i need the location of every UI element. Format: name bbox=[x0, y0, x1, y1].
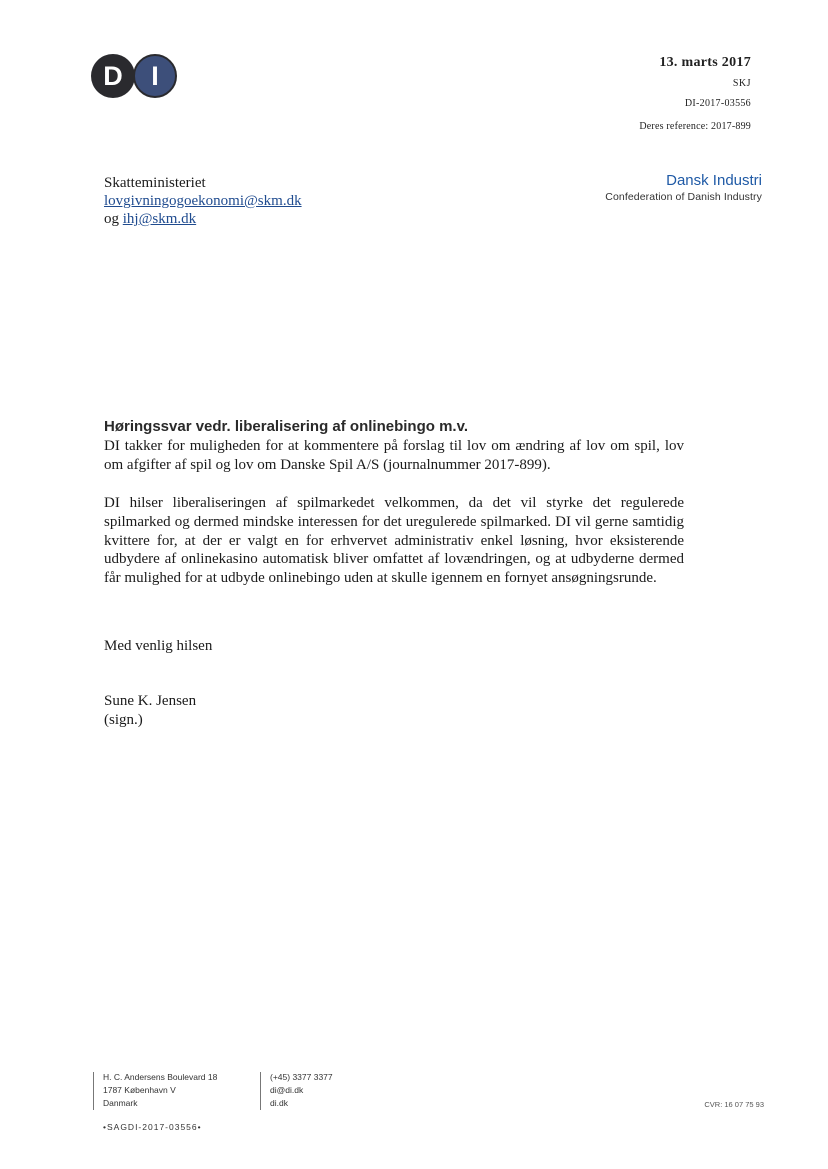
footer-divider-1 bbox=[93, 1072, 94, 1110]
closing: Med venlig hilsen bbox=[104, 638, 213, 654]
footer-cvr: CVR: 16 07 75 93 bbox=[704, 1100, 764, 1109]
footer-email[interactable]: di@di.dk bbox=[270, 1085, 304, 1095]
footer-phone: (+45) 3377 3377 bbox=[270, 1072, 333, 1082]
paragraph-2: DI hilser liberaliseringen af spilmarkedet velkommen, da det vil styrke det regulerede spilmarked og dermed mindske interessen for det uregulerede spilmarked. DI vil gerne samtidig kvittere for, at der er valgt en for erhvervet administrativ enkel løsning, hvor eksisterende udbydere af onlinekasino automatisk bliver omfattet af lovændringen, og at udbyderne dermed får mulighed for at udbyde onlinebingo uden at skulle igennem en fornyet ansøgningsrunde. bbox=[104, 495, 684, 587]
footer-address-line-2: 1787 København V bbox=[103, 1085, 176, 1095]
paragraph-1: DI takker for muligheden for at kommentere på forslag til lov om ændring af lov om spil, lov om afgifter af spil og lov om Danske Spil A/S (journalnummer 2017-899). bbox=[104, 438, 684, 473]
signer-name: Sune K. Jensen bbox=[104, 693, 197, 709]
recipient-name: Skatteministeriet bbox=[104, 175, 206, 191]
signature-block bbox=[104, 692, 196, 729]
recipient-email-1[interactable]: lovgivningogoekonomi@skm.dk bbox=[104, 193, 302, 209]
signed-note: (sign.) bbox=[104, 711, 143, 728]
recipient-og: og bbox=[104, 211, 119, 227]
your-reference: Deres reference: 2017-899 bbox=[639, 121, 751, 132]
org-block bbox=[605, 172, 762, 203]
footer-address-line-3: Danmark bbox=[103, 1098, 138, 1108]
logo-letter-d: D bbox=[91, 54, 135, 98]
org-subtitle: Confederation of Danish Industry bbox=[605, 191, 762, 203]
recipient-block bbox=[104, 174, 302, 228]
document-barcode: •SAGDI-2017-03556• bbox=[103, 1122, 202, 1132]
letter-date: 13. marts 2017 bbox=[659, 55, 751, 70]
document-reference: DI-2017-03556 bbox=[684, 98, 751, 109]
author-initials: SKJ bbox=[732, 78, 751, 89]
recipient-email-2[interactable]: ihj@skm.dk bbox=[122, 211, 197, 227]
letter-subject: Høringssvar vedr. liberalisering af onlinebingo m.v. bbox=[104, 418, 468, 435]
di-logo bbox=[91, 54, 179, 98]
org-name: Dansk Industri bbox=[666, 172, 762, 189]
footer-website[interactable]: di.dk bbox=[270, 1098, 288, 1108]
footer-contact bbox=[270, 1071, 333, 1110]
logo-letter-i: I bbox=[133, 54, 177, 98]
footer-divider-2 bbox=[260, 1072, 261, 1110]
footer-address bbox=[103, 1071, 217, 1110]
footer-address-line-1: H. C. Andersens Boulevard 18 bbox=[103, 1072, 218, 1082]
